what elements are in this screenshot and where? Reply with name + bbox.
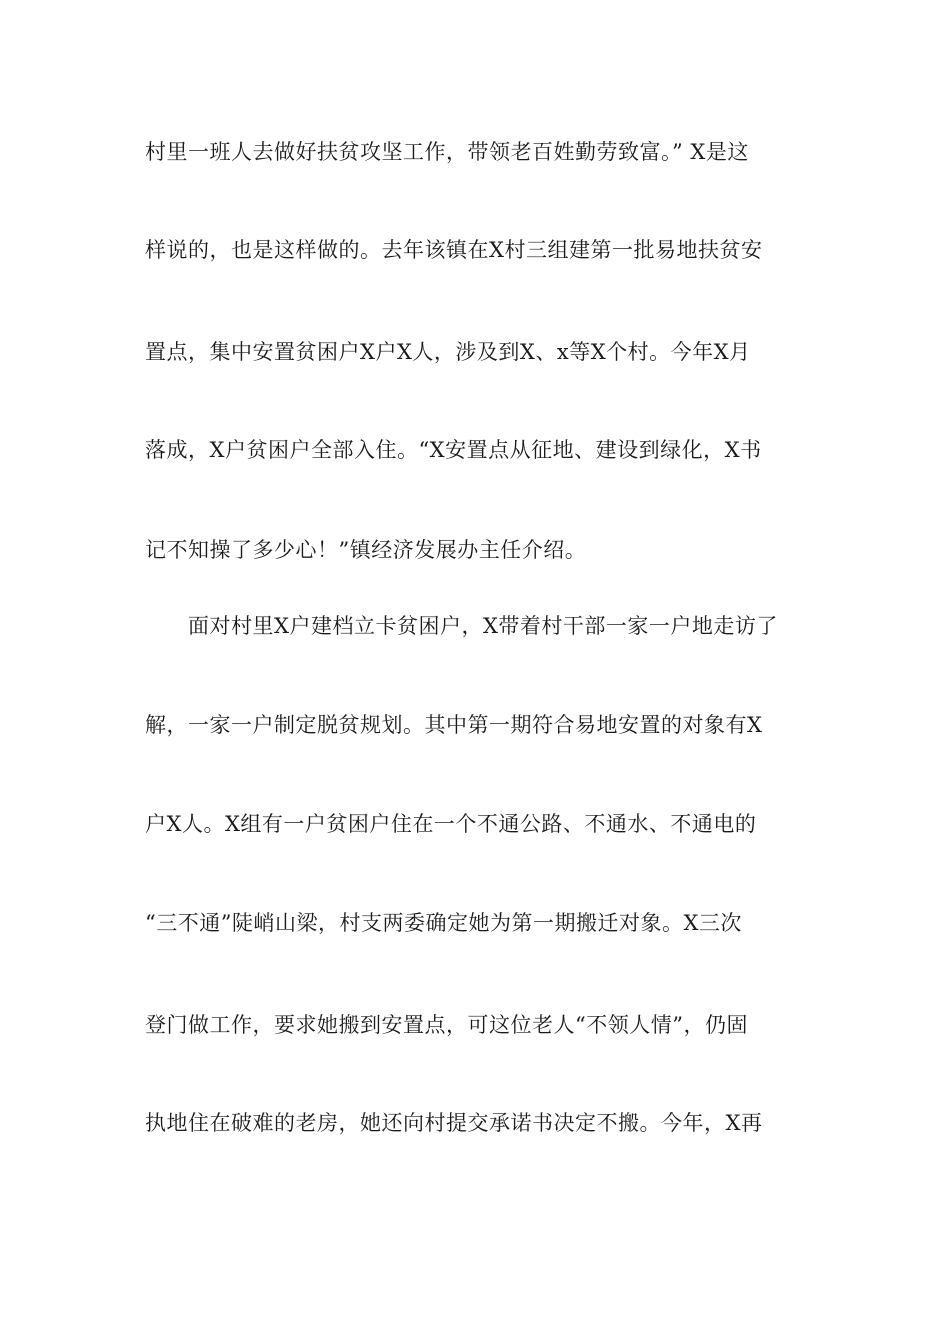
text-line: “三不通”陡峭山梁，村支两委确定她为第一期搬迁对象。X三次 <box>145 911 742 935</box>
text-line: 置点，集中安置贫困户X户X人，涉及到X、x等X个村。今年X月 <box>145 340 751 364</box>
text-line: 登门做工作，要求她搬到安置点，可这位老人“不领人情”，仍固 <box>145 1013 748 1037</box>
text-line: 落成，X户贫困户全部入住。“X安置点从征地、建设到绿化，X书 <box>145 438 762 462</box>
text-line: 样说的，也是这样做的。去年该镇在X村三组建第一批易地扶贫安 <box>145 238 763 262</box>
text-line: 村里一班人去做好扶贫攻坚工作，带领老百姓勤劳致富。” X是这 <box>145 140 749 164</box>
text-line: 解，一家一户制定脱贫规划。其中第一期符合易地安置的对象有X <box>145 713 763 737</box>
text-line: 执地住在破难的老房，她还向村提交承诺书决定不搬。今年，X再 <box>145 1111 763 1135</box>
text-line: 记不知操了多少心！”镇经济发展办主任介绍。 <box>145 538 587 562</box>
paragraph-first-line: 面对村里X户建档立卡贫困户，X带着村干部一家一户地走访了 <box>188 614 778 638</box>
text-line: 户X人。X组有一户贫困户住在一个不通公路、不通水、不通电的 <box>145 812 757 836</box>
